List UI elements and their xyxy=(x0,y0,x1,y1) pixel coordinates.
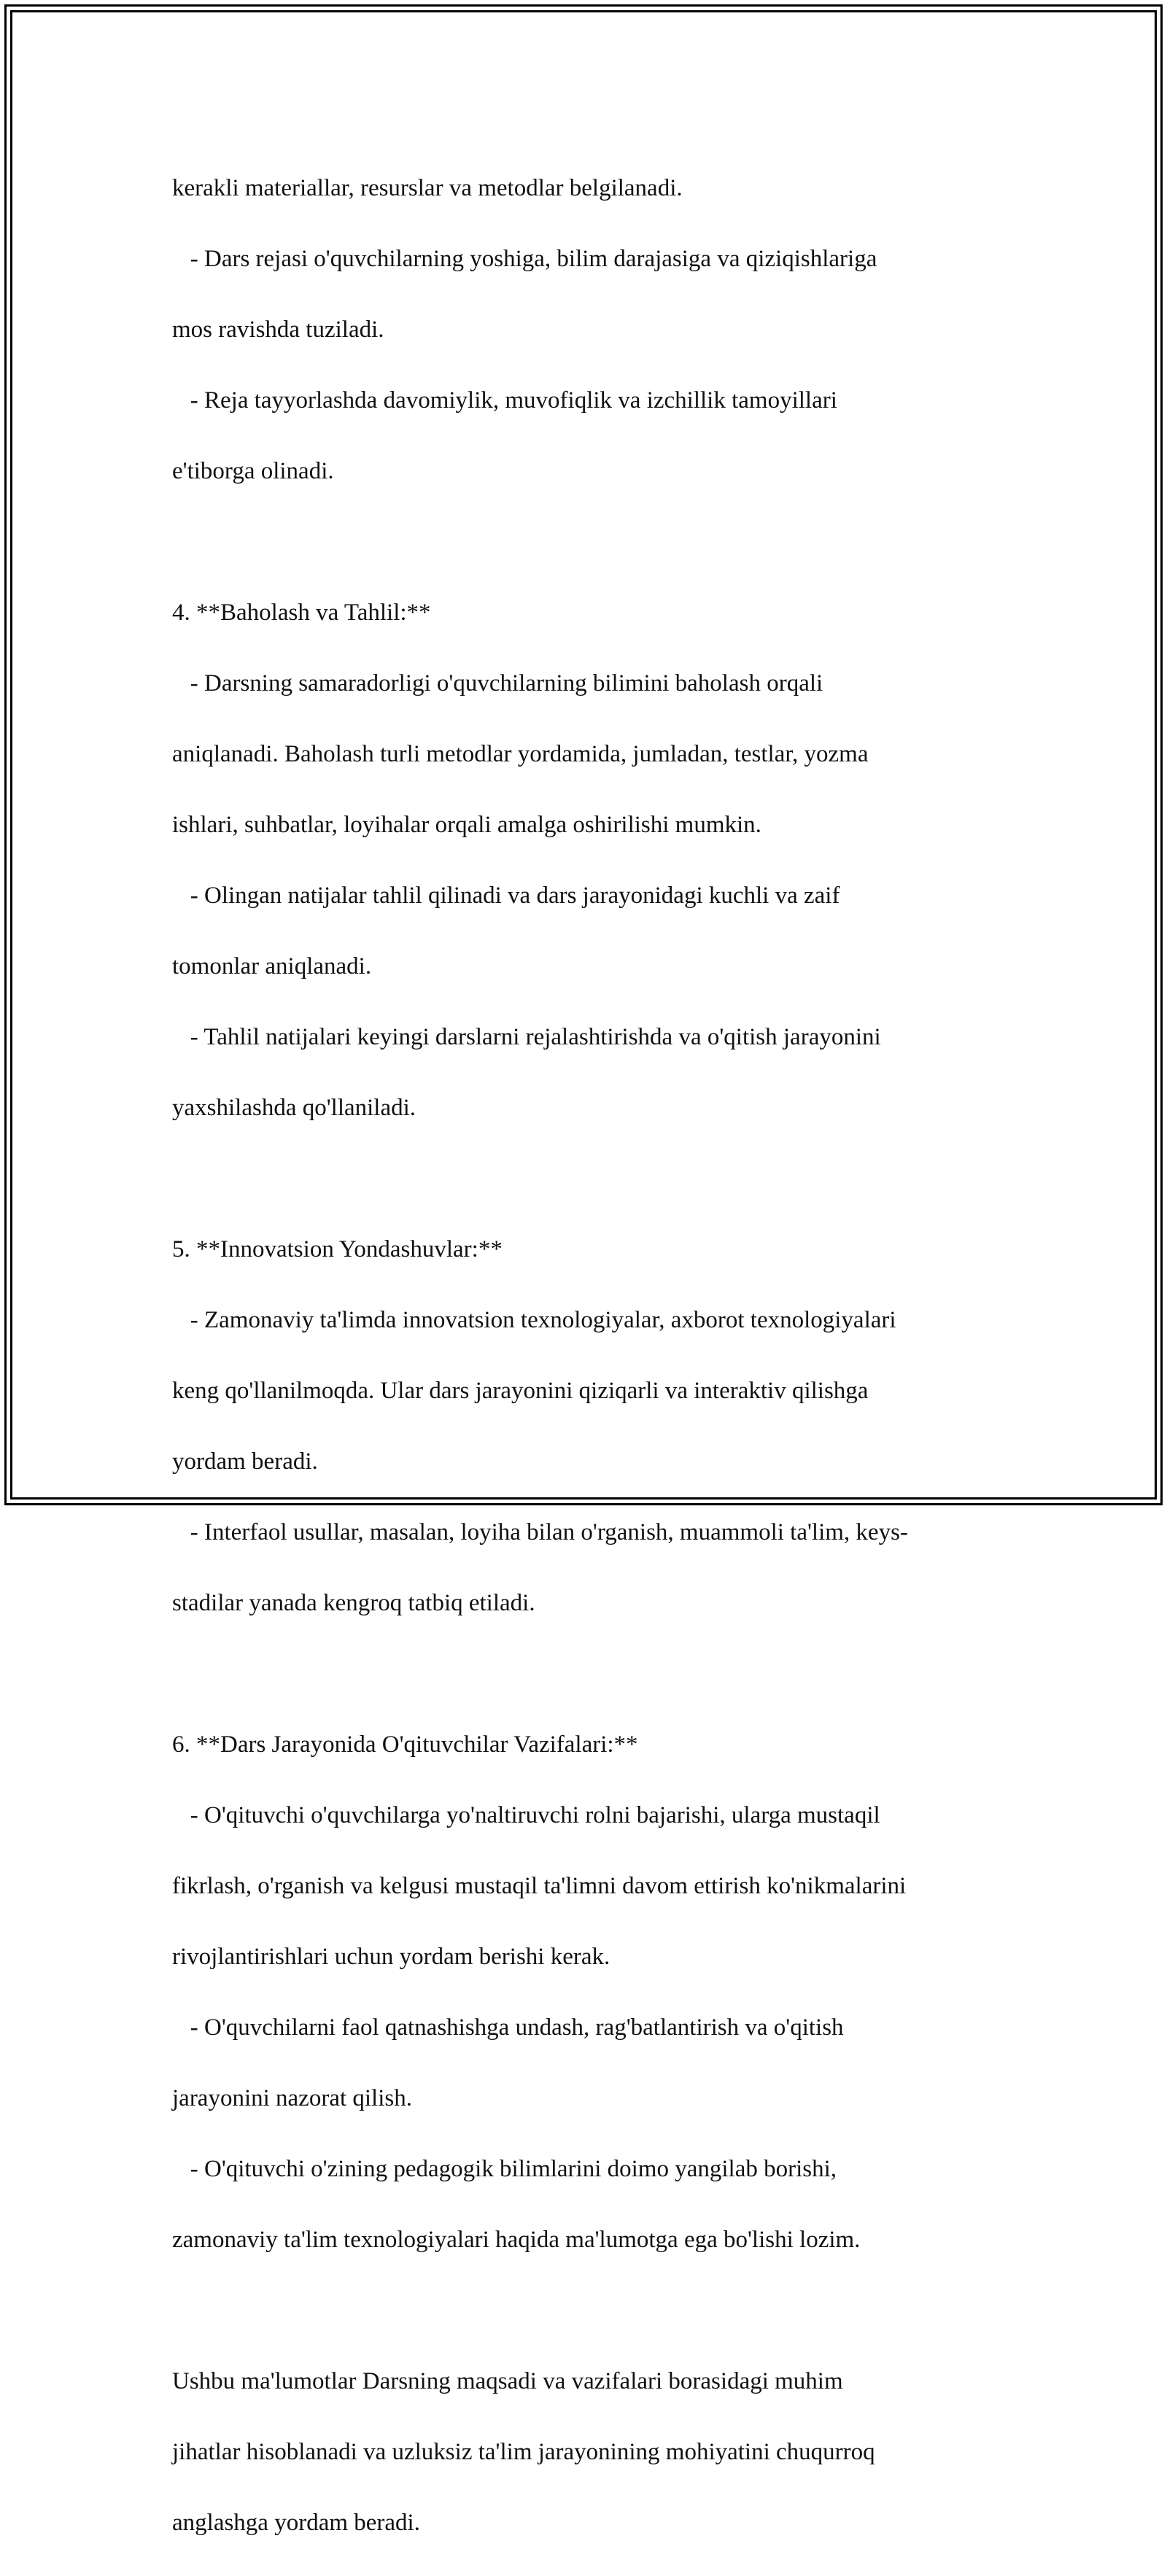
text-line: zamonaviy ta'lim texnologiyalari haqida ma'lumotga ega bo'lishi lozim. xyxy=(172,2226,861,2253)
text-line: - O'qituvchi o'zining pedagogik bilimlarini doimo yangilab borishi, xyxy=(172,2155,837,2182)
text-line: rivojlantirishlari uchun yordam berishi kerak. xyxy=(172,1943,610,1970)
text-line: yordam beradi. xyxy=(172,1448,318,1475)
text-line: stadilar yanada kengroq tatbiq etiladi. xyxy=(172,1589,535,1616)
section-heading: 6. **Dars Jarayonida O'qituvchilar Vazifalari:** xyxy=(172,1731,638,1758)
text-line: e'tiborga olinadi. xyxy=(172,457,334,484)
text-line: - Olingan natijalar tahlil qilinadi va dars jarayonidagi kuchli va zaif xyxy=(172,882,840,909)
text-line: fikrlash, o'rganish va kelgusi mustaqil ta'limni davom ettirish ko'nikmalarini xyxy=(172,1872,907,1899)
section-heading: 5. **Innovatsion Yondashuvlar:** xyxy=(172,1235,503,1262)
text-line: - O'quvchilarni faol qatnashishga undash, rag'batlantirish va o'qitish xyxy=(172,2014,844,2041)
section-heading: 4. **Baholash va Tahlil:** xyxy=(172,599,431,626)
closing-paragraph-line: Ushbu ma'lumotlar Darsning maqsadi va vazifalari borasidagi muhim xyxy=(172,2367,843,2394)
text-line: - Interfaol usullar, masalan, loyiha bilan o'rganish, muammoli ta'lim, keys- xyxy=(172,1518,908,1545)
blank-line xyxy=(172,524,1004,560)
document-body xyxy=(172,135,1004,2576)
text-line: yaxshilashda qo'llaniladi. xyxy=(172,1094,416,1121)
blank-line xyxy=(172,1161,1004,1197)
text-line: - Zamonaviy ta'limda innovatsion texnologiyalar, axborot texnologiyalari xyxy=(172,1306,896,1333)
closing-paragraph-line: anglashga yordam beradi. xyxy=(172,2509,420,2536)
text-line: mos ravishda tuziladi. xyxy=(172,316,384,343)
text-line: aniqlanadi. Baholash turli metodlar yordamida, jumladan, testlar, yozma xyxy=(172,740,869,767)
blank-line xyxy=(172,1656,1004,1692)
text-line: - Reja tayyorlashda davomiylik, muvofiqlik va izchillik tamoyillari xyxy=(172,387,837,414)
closing-paragraph-line: jihatlar hisoblanadi va uzluksiz ta'lim jarayonining mohiyatini chuqurroq xyxy=(172,2438,875,2465)
text-line: kerakli materiallar, resurslar va metodlar belgilanadi. xyxy=(172,174,683,201)
text-line: ishlari, suhbatlar, loyihalar orqali amalga oshirilishi mumkin. xyxy=(172,811,761,838)
text-line: - Darsning samaradorligi o'quvchilarning bilimini baholash orqali xyxy=(172,670,823,697)
text-line: keng qo'llanilmoqda. Ular dars jarayonini qiziqarli va interaktiv qilishga xyxy=(172,1377,869,1404)
blank-line xyxy=(172,2293,1004,2329)
text-line: - Tahlil natijalari keyingi darslarni rejalashtirishda va o'qitish jarayonini xyxy=(172,1023,881,1050)
text-line: jarayonini nazorat qilish. xyxy=(172,2084,412,2111)
text-line: - O'qituvchi o'quvchilarga yo'naltiruvchi rolni bajarishi, ularga mustaqil xyxy=(172,1801,880,1828)
text-line: - Dars rejasi o'quvchilarning yoshiga, bilim darajasiga va qiziqishlariga xyxy=(172,245,877,272)
text-line: tomonlar aniqlanadi. xyxy=(172,953,372,979)
